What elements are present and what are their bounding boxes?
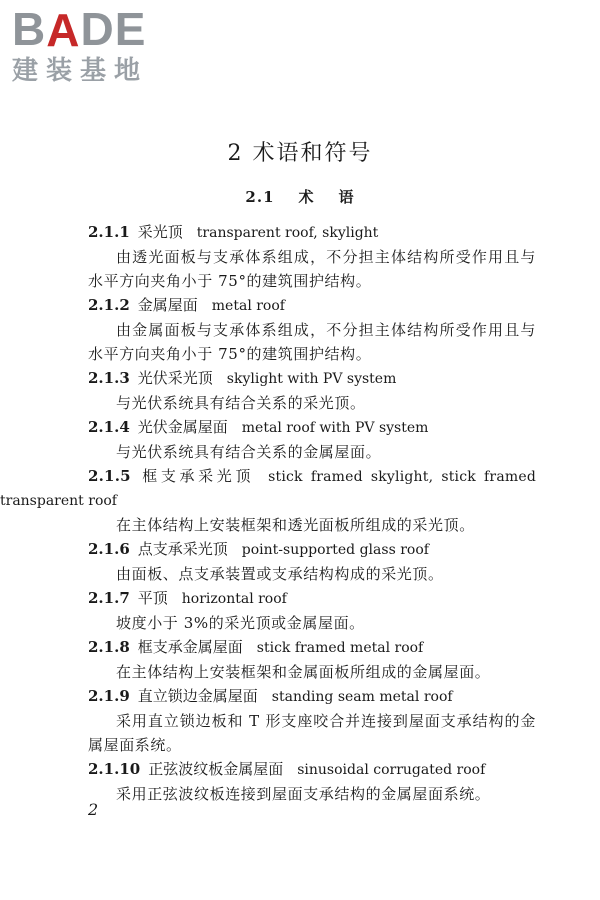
term-heading bbox=[88, 464, 536, 489]
term-definition: 由面板、点支承装置或支承结构构成的采光顶。 bbox=[116, 565, 444, 583]
term-english: point-supported glass roof bbox=[241, 542, 429, 558]
bade-logo bbox=[12, 3, 182, 92]
term-number: 2.1.4 bbox=[88, 418, 130, 436]
term-english: standing seam metal roof bbox=[271, 689, 453, 705]
term-2-1-4 bbox=[88, 415, 536, 464]
term-2-1-3 bbox=[88, 366, 536, 415]
term-number: 2.1.2 bbox=[88, 296, 130, 314]
term-english: metal roof bbox=[211, 298, 285, 314]
term-definition: 由金属面板与支承体系组成，不分担主体结构所受作用且与水平方向夹角小于 75°的建筑围护结构。 bbox=[88, 321, 536, 363]
term-chinese: 光伏金属屋面 bbox=[137, 418, 228, 436]
term-heading bbox=[88, 220, 536, 245]
term-definition: 采用正弦波纹板连接到屋面支承结构的金属屋面系统。 bbox=[116, 785, 491, 803]
term-number: 2.1.6 bbox=[88, 540, 130, 558]
term-english-continued: transparent roof bbox=[0, 493, 117, 509]
term-definition: 由透光面板与支承体系组成，不分担主体结构所受作用且与水平方向夹角小于 75°的建筑围护结构。 bbox=[88, 248, 536, 290]
term-english: transparent roof, skylight bbox=[196, 225, 379, 241]
term-english: metal roof with PV system bbox=[241, 420, 429, 436]
logo-letter-accent: A bbox=[46, 4, 81, 56]
term-number: 2.1.5 bbox=[88, 467, 131, 485]
term-2-1-2 bbox=[88, 293, 536, 366]
section-title-char-1: 术 bbox=[298, 188, 315, 206]
term-heading bbox=[88, 635, 536, 660]
term-2-1-5 bbox=[0, 464, 536, 537]
term-number: 2.1.10 bbox=[88, 760, 141, 778]
page-number: 2 bbox=[88, 800, 99, 819]
logo-wordmark bbox=[12, 3, 182, 56]
term-definition: 与光伏系统具有结合关系的采光顶。 bbox=[116, 394, 366, 412]
term-chinese: 框支承金属屋面 bbox=[137, 638, 243, 656]
term-definition: 在主体结构上安装框架和透光面板所组成的采光顶。 bbox=[116, 516, 475, 534]
term-heading bbox=[88, 293, 536, 318]
term-definition: 采用直立锁边板和 T 形支座咬合并连接到屋面支承结构的金属屋面系统。 bbox=[88, 712, 536, 754]
term-english: stick framed skylight, stick framed bbox=[268, 469, 536, 485]
term-2-1-7 bbox=[88, 586, 536, 635]
term-2-1-8 bbox=[88, 635, 536, 684]
term-english: horizontal roof bbox=[181, 591, 287, 607]
term-2-1-10 bbox=[88, 757, 536, 806]
term-english: stick framed metal roof bbox=[256, 640, 424, 656]
chapter-title: 2 术语和符号 bbox=[227, 141, 373, 166]
term-2-1-1 bbox=[88, 220, 536, 293]
term-chinese: 直立锁边金属屋面 bbox=[137, 687, 258, 705]
term-definition: 在主体结构上安装框架和金属面板所组成的金属屋面。 bbox=[116, 663, 491, 681]
term-number: 2.1.3 bbox=[88, 369, 130, 387]
term-chinese: 采光顶 bbox=[137, 223, 183, 241]
term-definition: 与光伏系统具有结合关系的金属屋面。 bbox=[116, 443, 382, 461]
term-2-1-6 bbox=[88, 537, 536, 586]
term-english: skylight with PV system bbox=[226, 371, 397, 387]
section-number: 2.1 bbox=[245, 188, 275, 206]
term-chinese: 点支承采光顶 bbox=[137, 540, 228, 558]
term-heading bbox=[88, 757, 536, 782]
term-heading bbox=[88, 366, 536, 391]
term-heading bbox=[88, 415, 536, 440]
section-title bbox=[0, 186, 600, 207]
logo-letters-suffix: DE bbox=[80, 3, 147, 55]
term-number: 2.1.9 bbox=[88, 687, 130, 705]
term-chinese: 光伏采光顶 bbox=[137, 369, 213, 387]
logo-letters-prefix: B bbox=[12, 3, 47, 55]
term-chinese: 金属屋面 bbox=[137, 296, 198, 314]
logo-subtitle: 建装基地 bbox=[12, 56, 149, 86]
term-definition: 坡度小于 3%的采光顶或金属屋面。 bbox=[116, 614, 365, 632]
term-heading bbox=[88, 537, 536, 562]
term-number: 2.1.1 bbox=[88, 223, 130, 241]
terms-list bbox=[0, 220, 536, 806]
section-title-char-2: 语 bbox=[338, 188, 355, 206]
term-chinese: 正弦波纹板金属屋面 bbox=[148, 760, 284, 778]
term-2-1-9 bbox=[88, 684, 536, 757]
term-heading bbox=[88, 586, 536, 611]
term-number: 2.1.8 bbox=[88, 638, 130, 656]
term-english: sinusoidal corrugated roof bbox=[297, 762, 486, 778]
term-heading bbox=[88, 684, 536, 709]
term-number: 2.1.7 bbox=[88, 589, 130, 607]
term-chinese: 平顶 bbox=[137, 589, 168, 607]
term-chinese: 框支承采光顶 bbox=[138, 467, 255, 485]
